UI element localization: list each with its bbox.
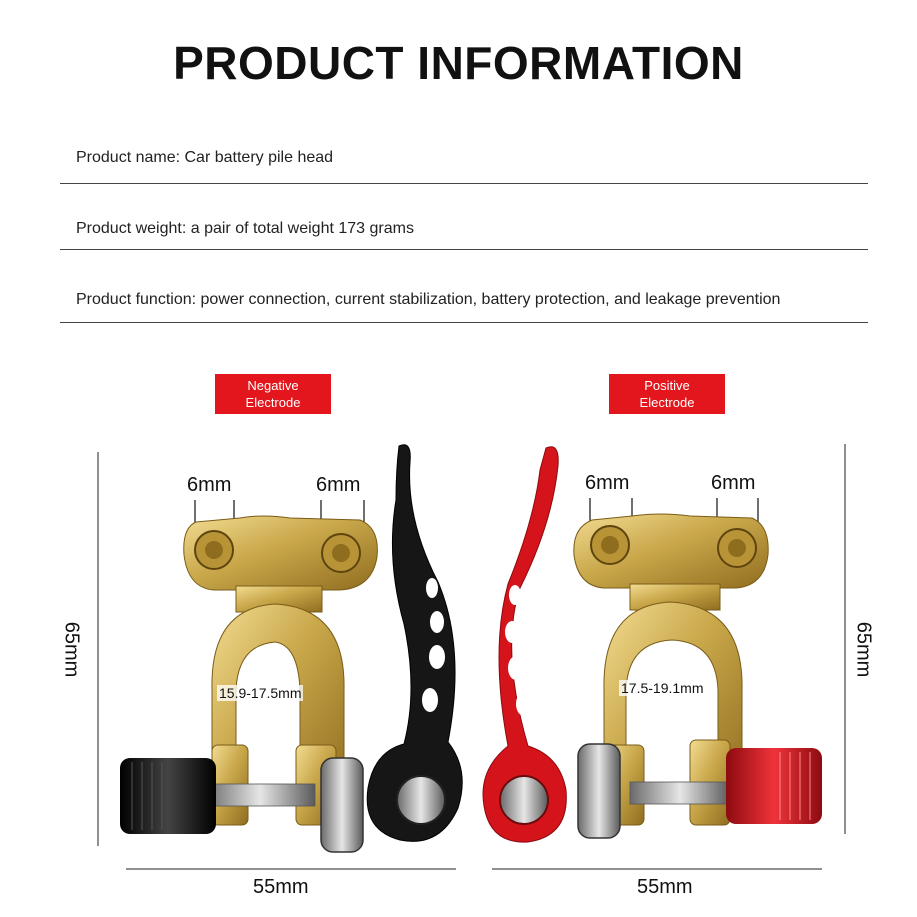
product-weight-text: Product weight: a pair of total weight 173 grams: [76, 220, 414, 237]
negative-terminal: [98, 445, 462, 869]
positive-inner-diameter: 17.5-19.1mm: [621, 680, 704, 696]
positive-height-label: 65mm: [852, 621, 875, 678]
positive-tag-line1: Positive: [644, 378, 690, 393]
negative-height-label: 65mm: [60, 621, 83, 678]
positive-width-label: 55mm: [637, 876, 693, 898]
page-title: PRODUCT INFORMATION: [173, 37, 744, 89]
positive-right-bolt-size: 6mm: [711, 472, 756, 494]
positive-left-bolt-size: 6mm: [585, 472, 630, 494]
negative-tag-line2: Electrode: [245, 395, 301, 410]
negative-knob: [120, 758, 216, 834]
negative-right-bolt-size: 6mm: [316, 474, 361, 496]
negative-inner-diameter: 15.9-17.5mm: [219, 685, 302, 701]
product-function-text: Product function: power connection, current stabilization, battery protection, and leakage prevention: [76, 291, 781, 308]
positive-tag-line2: Electrode: [639, 395, 695, 410]
product-name-text: Product name: Car battery pile head: [76, 149, 334, 166]
negative-width-label: 55mm: [253, 876, 309, 898]
positive-knob: [726, 748, 822, 824]
negative-left-bolt-size: 6mm: [187, 474, 232, 496]
negative-tag-line1: Negative: [247, 378, 299, 393]
